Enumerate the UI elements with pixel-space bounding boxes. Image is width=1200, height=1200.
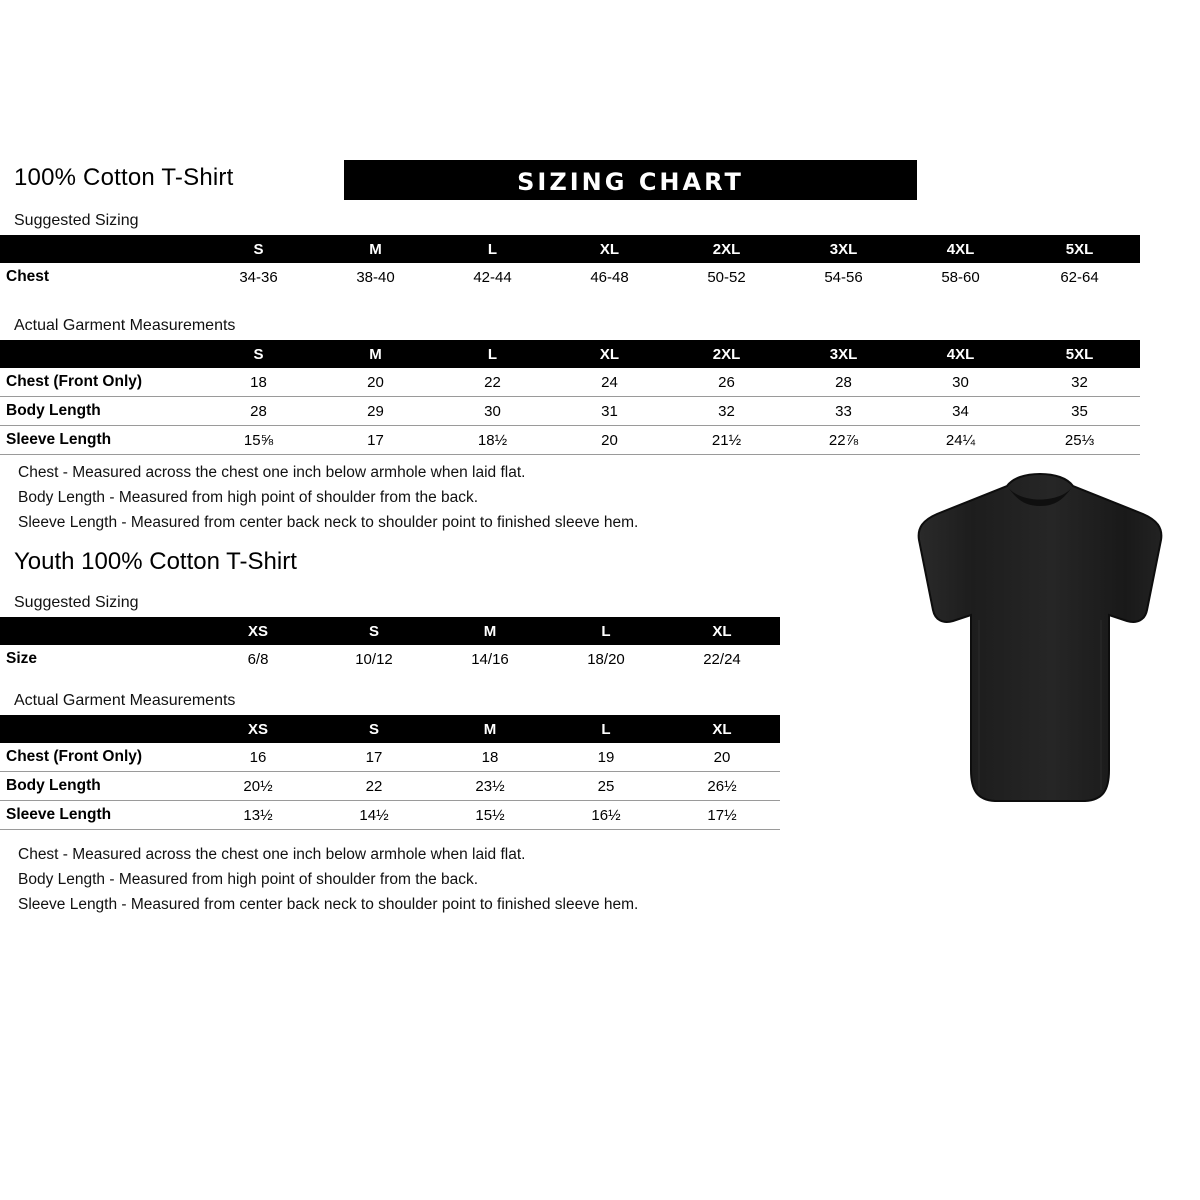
table-cell: 38-40 — [356, 268, 395, 286]
row-label: Size — [6, 650, 38, 667]
table-cell: 62-64 — [1060, 268, 1099, 286]
table-header-cell: XS — [200, 715, 316, 743]
table-header-corner — [0, 340, 200, 368]
row-label: Sleeve Length — [0, 426, 200, 455]
table-row — [0, 263, 1140, 291]
table-cell: 46-48 — [590, 268, 629, 286]
table-header-row — [0, 235, 1140, 263]
table-cell: 16½ — [548, 801, 664, 830]
table-cell: 10/12 — [355, 650, 393, 668]
table-cell: 16 — [200, 743, 316, 772]
adult-notes — [18, 460, 638, 535]
table-cell: 6/8 — [247, 650, 269, 668]
youth-note-chest: Chest - Measured across the chest one inch below armhole when laid flat. — [18, 846, 526, 863]
table-cell: 19 — [548, 743, 664, 772]
sizing-chart-banner-label: SIZING CHART — [517, 168, 744, 196]
row-label: Chest — [6, 268, 50, 285]
youth-note-body-length: Body Length - Measured from high point of shoulder from the back. — [18, 871, 479, 888]
youth-actual-caption: Actual Garment Measurements — [14, 692, 236, 709]
table-cell: 28 — [200, 397, 317, 426]
table-header-cell: 5XL — [1019, 340, 1140, 368]
table-cell: 50-52 — [707, 268, 746, 286]
adult-note-chest: Chest - Measured across the chest one inch below armhole when laid flat. — [18, 464, 526, 481]
table-cell: 13½ — [200, 801, 316, 830]
table-header-cell: 2XL — [668, 235, 785, 263]
black-t-shirt-icon — [895, 470, 1185, 820]
table-header-cell: XL — [551, 340, 668, 368]
table-cell: 14½ — [316, 801, 432, 830]
table-cell: 32 — [668, 397, 785, 426]
row-label: Chest (Front Only) — [0, 743, 200, 772]
table-header-cell: 3XL — [785, 235, 902, 263]
table-cell: 22⅞ — [785, 426, 902, 455]
table-cell: 15½ — [432, 801, 548, 830]
table-cell: 18½ — [434, 426, 551, 455]
table-row — [0, 743, 780, 772]
table-cell: 31 — [551, 397, 668, 426]
youth-section-title: Youth 100% Cotton T-Shirt — [14, 548, 297, 575]
table-cell: 14/16 — [471, 650, 509, 668]
row-label: Body Length — [0, 772, 200, 801]
row-label: Body Length — [0, 397, 200, 426]
adult-actual-table — [0, 340, 1140, 455]
adult-suggested-caption: Suggested Sizing — [14, 212, 139, 229]
table-row — [0, 397, 1140, 426]
table-cell: 25⅓ — [1019, 426, 1140, 455]
table-header-cell: M — [317, 235, 434, 263]
table-cell: 25 — [548, 772, 664, 801]
table-cell: 23½ — [432, 772, 548, 801]
table-header-cell: M — [432, 715, 548, 743]
table-header-cell: 3XL — [785, 340, 902, 368]
table-cell: 17½ — [664, 801, 780, 830]
adult-note-sleeve-length: Sleeve Length - Measured from center back neck to shoulder point to finished sleeve hem. — [18, 514, 639, 531]
table-cell: 17 — [316, 743, 432, 772]
table-header-cell: L — [434, 235, 551, 263]
table-header-corner — [0, 235, 200, 263]
table-header-cell: 4XL — [902, 235, 1019, 263]
table-header-cell: 2XL — [668, 340, 785, 368]
table-cell: 34-36 — [239, 268, 278, 286]
adult-actual-caption: Actual Garment Measurements — [14, 317, 236, 334]
table-cell: 28 — [785, 368, 902, 397]
table-header-cell: S — [200, 340, 317, 368]
table-cell: 29 — [317, 397, 434, 426]
row-label: Chest (Front Only) — [0, 368, 200, 397]
table-cell: 30 — [902, 368, 1019, 397]
adult-section-title: 100% Cotton T-Shirt — [14, 164, 234, 191]
table-cell: 22 — [316, 772, 432, 801]
table-header-cell: S — [316, 617, 432, 645]
table-cell: 26½ — [664, 772, 780, 801]
table-header-row — [0, 340, 1140, 368]
table-header-corner — [0, 617, 200, 645]
table-header-cell: S — [200, 235, 317, 263]
table-header-corner — [0, 715, 200, 743]
table-header-cell: M — [317, 340, 434, 368]
table-header-cell: XL — [664, 617, 780, 645]
table-header-cell: L — [548, 617, 664, 645]
table-header-row — [0, 715, 780, 743]
adult-note-body-length: Body Length - Measured from high point of shoulder from the back. — [18, 489, 479, 506]
table-row — [0, 645, 780, 673]
row-label: Sleeve Length — [0, 801, 200, 830]
table-cell: 42-44 — [473, 268, 512, 286]
table-header-cell: 5XL — [1019, 235, 1140, 263]
table-cell: 18 — [432, 743, 548, 772]
table-cell: 32 — [1019, 368, 1140, 397]
table-cell: 24 — [551, 368, 668, 397]
table-cell: 20½ — [200, 772, 316, 801]
youth-actual-table — [0, 715, 780, 830]
table-cell: 18/20 — [587, 650, 625, 668]
table-header-cell: M — [432, 617, 548, 645]
table-header-row — [0, 617, 780, 645]
table-cell: 17 — [317, 426, 434, 455]
youth-suggested-table — [0, 617, 780, 673]
table-row — [0, 772, 780, 801]
table-cell: 26 — [668, 368, 785, 397]
table-cell: 22 — [434, 368, 551, 397]
table-cell: 22/24 — [703, 650, 741, 668]
table-row — [0, 801, 780, 830]
table-header-cell: S — [316, 715, 432, 743]
table-cell: 21½ — [668, 426, 785, 455]
table-row — [0, 368, 1140, 397]
table-row — [0, 426, 1140, 455]
youth-suggested-caption: Suggested Sizing — [14, 594, 139, 611]
table-cell: 15⅝ — [200, 426, 317, 455]
youth-note-sleeve-length: Sleeve Length - Measured from center back neck to shoulder point to finished sleeve hem. — [18, 896, 639, 913]
table-header-cell: XS — [200, 617, 316, 645]
adult-suggested-table — [0, 235, 1140, 291]
product-image — [895, 470, 1185, 820]
table-cell: 58-60 — [941, 268, 980, 286]
table-header-cell: XL — [551, 235, 668, 263]
table-cell: 35 — [1019, 397, 1140, 426]
table-cell: 20 — [664, 743, 780, 772]
table-cell: 30 — [434, 397, 551, 426]
youth-notes — [18, 842, 638, 917]
table-cell: 33 — [785, 397, 902, 426]
table-cell: 34 — [902, 397, 1019, 426]
table-cell: 20 — [317, 368, 434, 397]
sizing-chart-banner — [344, 160, 917, 200]
adult-header — [14, 160, 1194, 202]
table-header-cell: 4XL — [902, 340, 1019, 368]
table-cell: 20 — [551, 426, 668, 455]
table-cell: 54-56 — [824, 268, 863, 286]
table-header-cell: L — [434, 340, 551, 368]
table-cell: 18 — [200, 368, 317, 397]
table-header-cell: L — [548, 715, 664, 743]
table-cell: 24¼ — [902, 426, 1019, 455]
table-header-cell: XL — [664, 715, 780, 743]
